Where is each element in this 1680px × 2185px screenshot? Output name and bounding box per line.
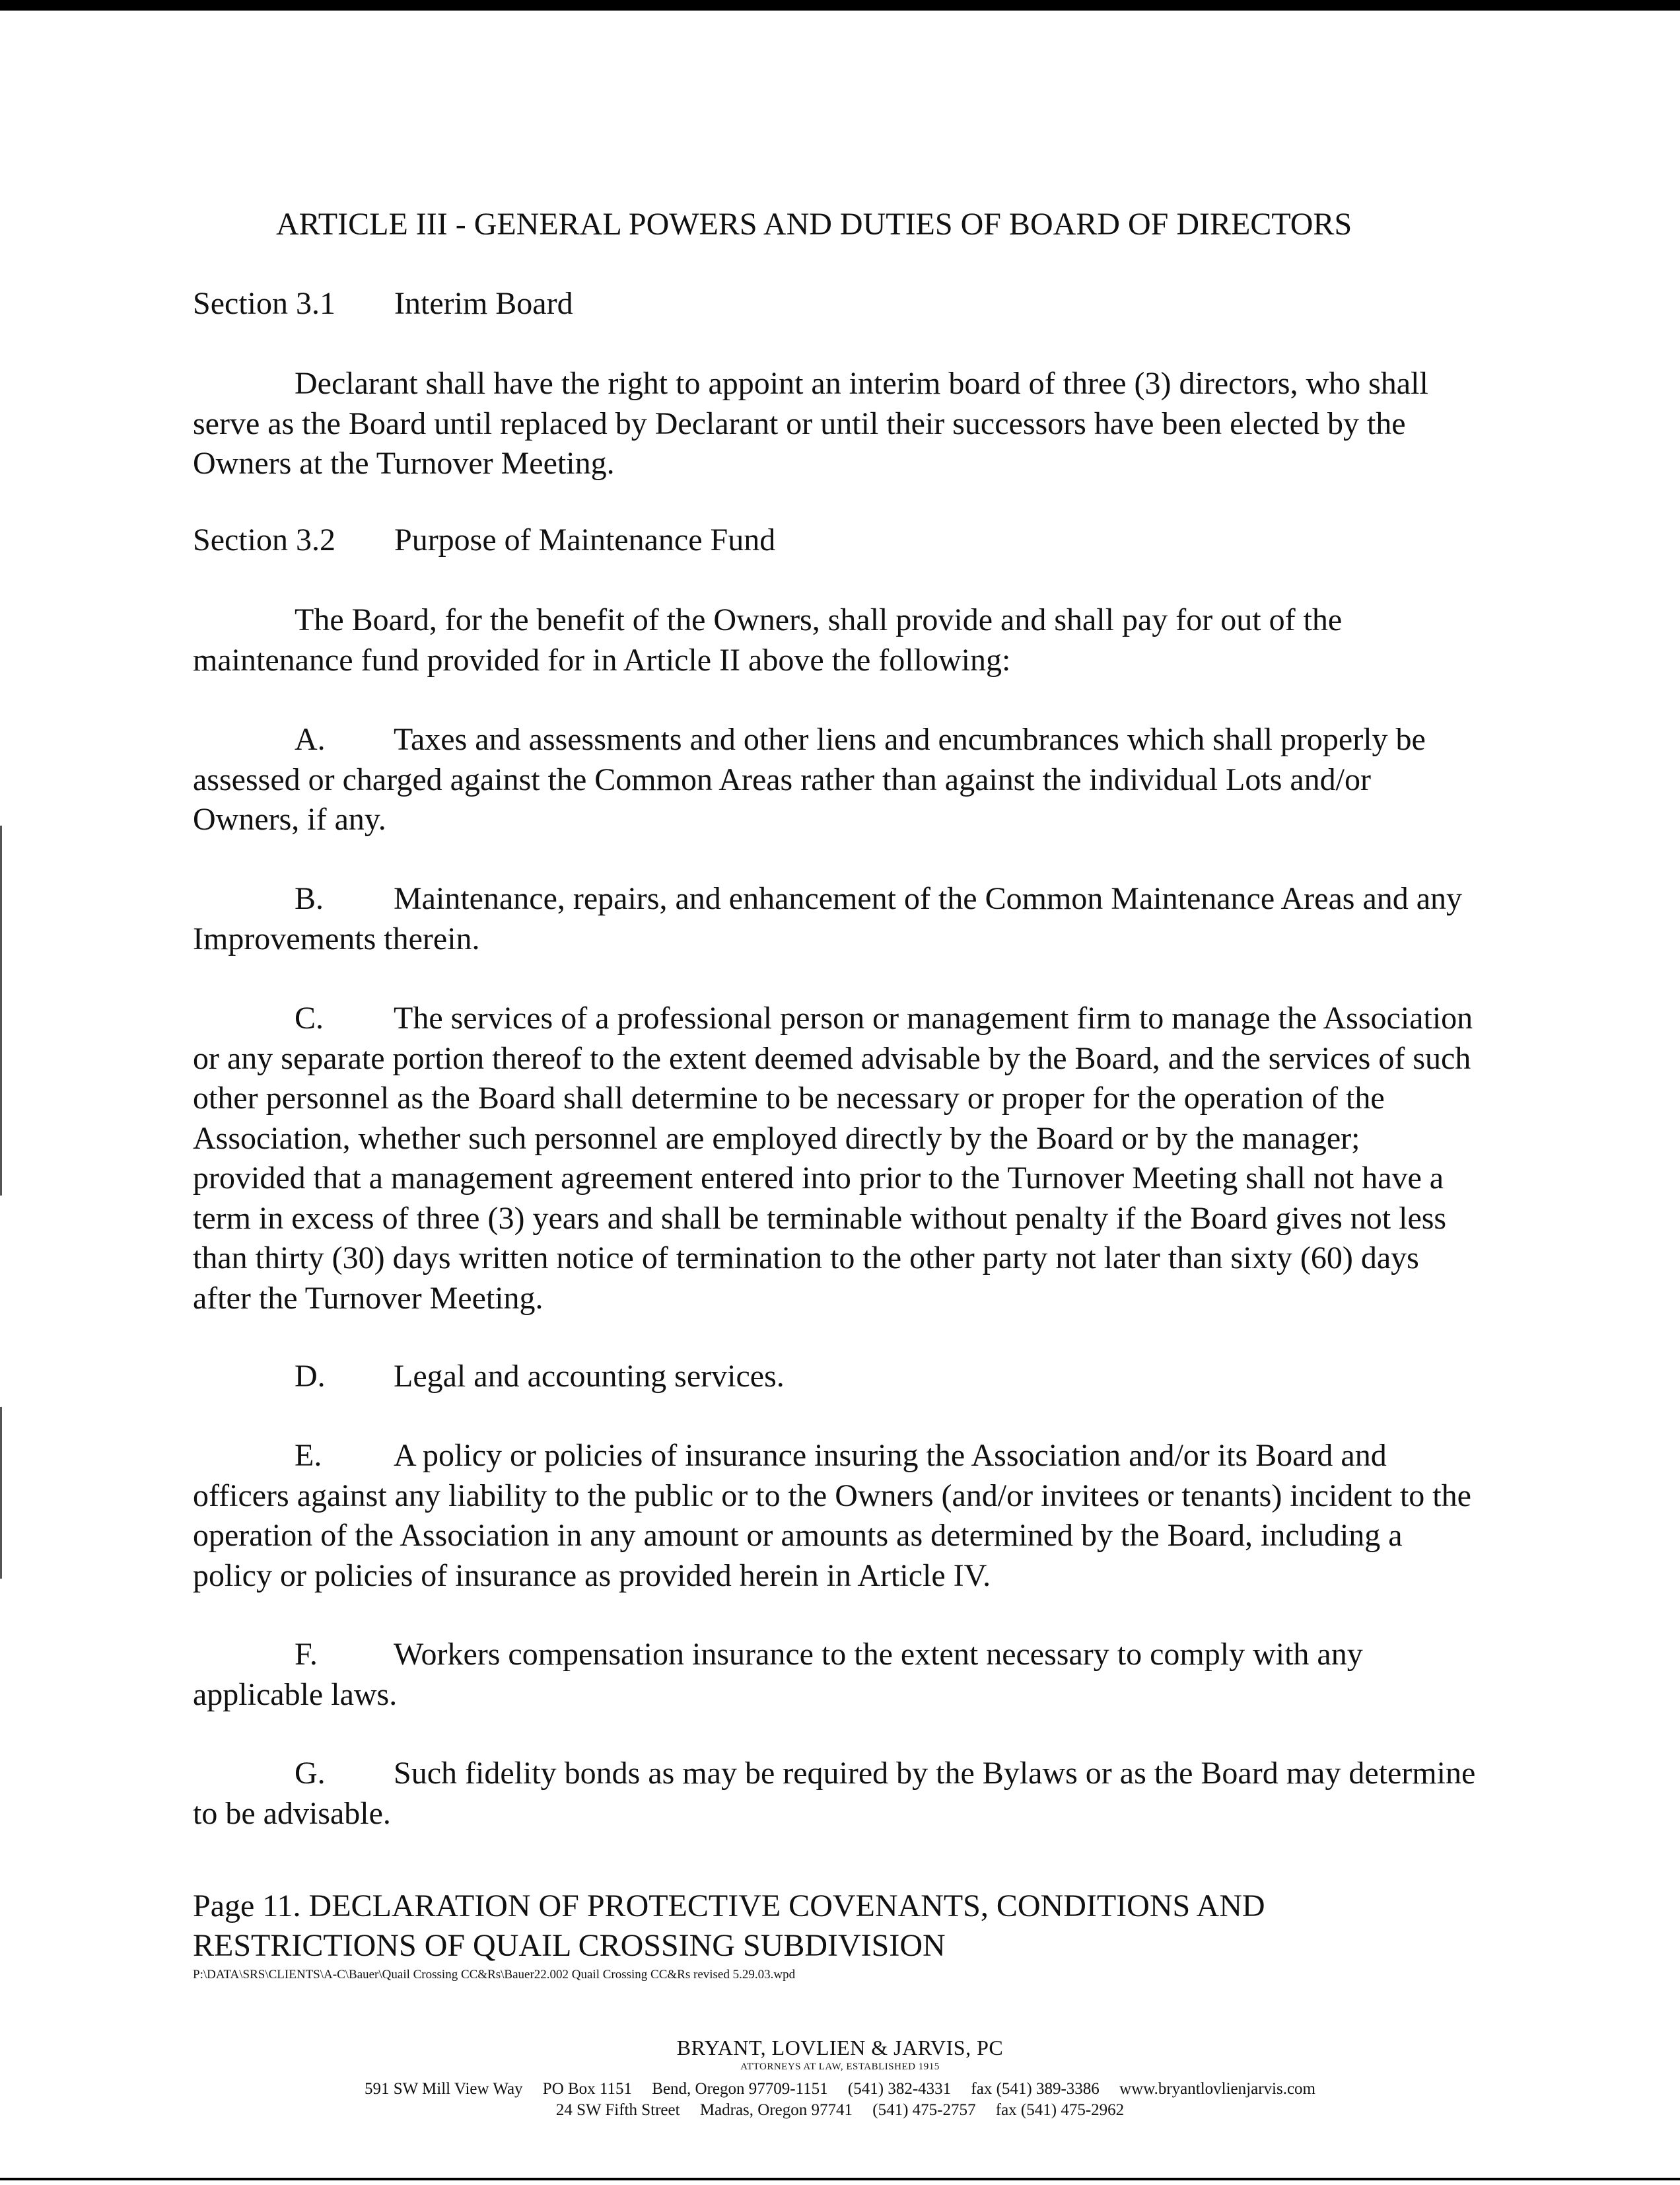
list-item-d: [193, 1357, 1481, 1397]
list-item-a: [193, 720, 1481, 840]
item-text: The services of a professional person or management firm to manage the Association or any separate portion thereof to the extent deemed advisable by the Board, and the services of such other personnel as the Board shall determine to be necessary or proper for the operation of the Association, whether such personnel are employed directly by the Board or by the manager; provided that a management agreement entered into prior to the Turnover Meeting shall not have a term in excess of three (3) years and shall be terminable without penalty if the Board gives not less than thirty (30) days written notice of termination to the other party not later than sixty (60) days after the Turnover Meeting.: [193, 1001, 1473, 1316]
firm-address-madras: [0, 2100, 1680, 2120]
scan-edge-mark: [0, 826, 2, 1196]
list-item-e: [193, 1436, 1481, 1596]
section-3-2-intro: [193, 600, 1481, 680]
section-3-1-body: [193, 364, 1481, 484]
item-label: C.: [295, 1001, 324, 1036]
scan-bottom-border: [0, 2178, 1680, 2180]
article-heading: ARTICLE III - GENERAL POWERS AND DUTIES OF BOARD OF DIRECTORS: [276, 207, 1352, 242]
paragraph-text: Declarant shall have the right to appoint an interim board of three (3) directors, who shall serve as the Board until replaced by Declarant or until their successors have been elected by the Owners at the Turnover Meeting.: [193, 366, 1428, 481]
section-3-2-heading: [193, 520, 775, 560]
fax: fax (541) 389-3386: [971, 2080, 1100, 2098]
phone: (541) 382-4331: [847, 2080, 952, 2098]
section-number: Section 3.2: [193, 522, 335, 557]
phone: (541) 475-2757: [872, 2101, 976, 2119]
item-text: Workers compensation insurance to the extent necessary to comply with any applicable laws.: [193, 1637, 1363, 1712]
paragraph-text: The Board, for the benefit of the Owners, shall provide and shall pay for out of the maintenance fund provided for in Article II above the following:: [193, 602, 1343, 678]
scan-edge-mark: [0, 1407, 2, 1579]
po-box: PO Box 1151: [542, 2080, 633, 2098]
street-address: 591 SW Mill View Way: [364, 2080, 523, 2098]
scan-top-border: [0, 0, 1680, 11]
firm-tagline: ATTORNEYS AT LAW, ESTABLISHED 1915: [740, 2061, 940, 2072]
footer-file-path: P:\DATA\SRS\CLIENTS\A-C\Bauer\Quail Crossing CC&Rs\Bauer22.002 Quail Crossing CC&Rs revised 5.29.03.wpd: [193, 1968, 796, 1982]
section-title: Interim Board: [394, 286, 573, 321]
item-text: Legal and accounting services.: [394, 1359, 785, 1394]
section-number: Section 3.1: [193, 286, 335, 321]
item-text: A policy or policies of insurance insuring the Association and/or its Board and officers against any liability to the public or to the Owners (and/or invitees or tenants) incident to the operation of the Association in any amount or amounts as determined by the Board, including a policy or policies of insurance as provided herein in Article IV.: [193, 1438, 1471, 1593]
item-text: Such fidelity bonds as may be required by the Bylaws or as the Board may determine to be advisable.: [193, 1756, 1476, 1831]
fax: fax (541) 475-2962: [995, 2101, 1125, 2119]
city-state-zip: Bend, Oregon 97709-1151: [652, 2080, 828, 2098]
section-title: Purpose of Maintenance Fund: [394, 522, 776, 557]
website: www.bryantlovlienjarvis.com: [1119, 2080, 1315, 2098]
footer-title-line-2: RESTRICTIONS OF QUAIL CROSSING SUBDIVISION: [193, 1928, 946, 1963]
item-label: E.: [295, 1438, 322, 1473]
list-item-g: [193, 1754, 1481, 1834]
footer-title-line-1: Page 11. DECLARATION OF PROTECTIVE COVENANTS, CONDITIONS AND: [193, 1888, 1265, 1923]
firm-address-bend: [0, 2079, 1680, 2099]
item-label: A.: [295, 722, 326, 757]
section-3-1-heading: [193, 284, 573, 324]
item-label: D.: [295, 1359, 326, 1394]
item-text: Maintenance, repairs, and enhancement of the Common Maintenance Areas and any Improvements therein.: [193, 881, 1463, 956]
street-address: 24 SW Fifth Street: [555, 2101, 680, 2119]
firm-name: BRYANT, LOVLIEN & JARVIS, PC: [676, 2036, 1004, 2060]
item-label: G.: [295, 1756, 326, 1791]
list-item-b: [193, 879, 1481, 959]
list-item-c: [193, 999, 1481, 1318]
item-label: B.: [295, 881, 324, 916]
city-state-zip: Madras, Oregon 97741: [699, 2101, 853, 2119]
item-label: F.: [295, 1637, 318, 1672]
page-footer-title: [193, 1886, 1265, 1966]
list-item-f: [193, 1635, 1481, 1715]
item-text: Taxes and assessments and other liens and encumbrances which shall properly be assessed or charged against the Common Areas rather than against the individual Lots and/or Owners, if any.: [193, 722, 1426, 837]
